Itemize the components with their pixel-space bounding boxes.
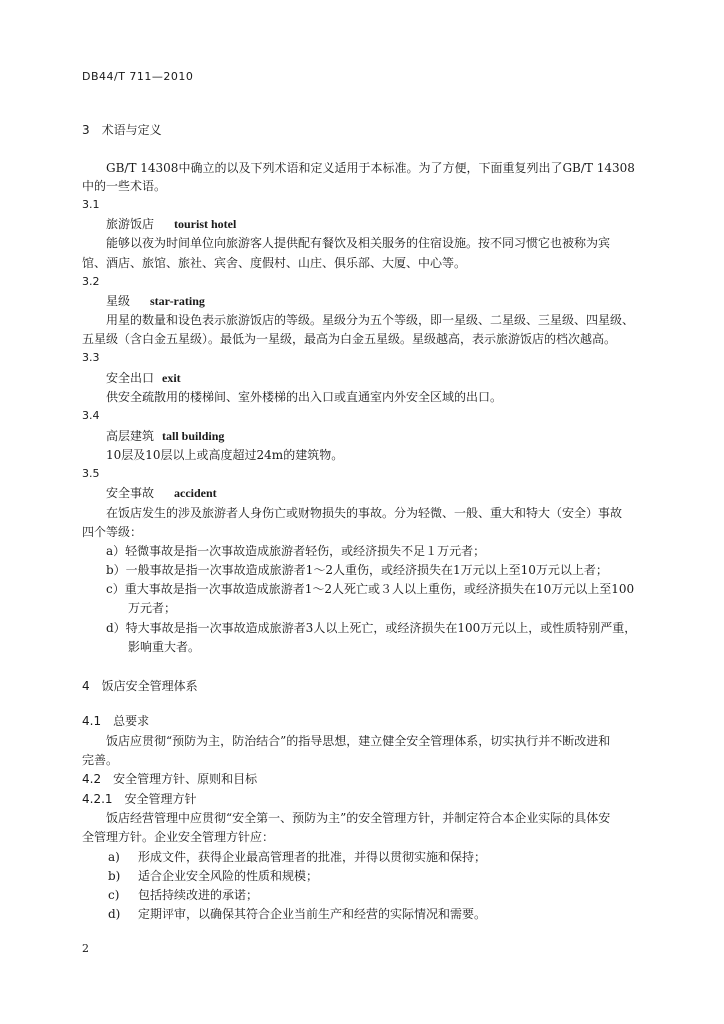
term-3-5-title [106,485,217,501]
section-4-heading: 4 饭店安全管理体系 [82,679,198,693]
policy-item-d-marker: d) [108,907,121,921]
accident-level-item-a: a）轻微事故是指一次事故造成旅游者轻伤，或经济损失不足１万元者； [106,544,486,558]
term-3-3-title [106,370,181,386]
term-3-3-english: exit [162,371,181,385]
page-number: 2 [82,942,89,955]
term-3-2-title [106,293,205,309]
policy-item-b-marker: b) [108,869,121,883]
policy-item-a-marker: a) [108,850,120,864]
term-3-1-english: tourist hotel [174,217,237,231]
section-4-1-heading: 4.1 总要求 [82,714,150,728]
term-3-3-chinese: 安全出口 [106,371,155,385]
accident-level-item-c-line-1: c）重大事故是指一次事故造成旅游者1～2人死亡或３人以上重伤，或经济损失在10万元以上至100 [106,582,635,596]
section-4-1-text-line-2: 完善。 [82,753,119,767]
policy-item-c-text: 包括持续改进的承诺； [138,888,259,902]
accident-level-item-b: b）一般事故是指一次事故造成旅游者1～2人重伤，或经济损失在1万元以上至10万元以上者； [106,563,608,577]
policy-item-a-text: 形成文件，获得企业最高管理者的批准，并得以贯彻实施和保持； [138,850,487,864]
term-3-4-title [106,428,224,444]
term-3-4-english: tall building [162,429,225,443]
term-3-1-definition-line-1: 能够以夜为时间单位向旅游客人提供配有餐饮及相关服务的住宿设施。按不同习惯它也被称为宾 [106,236,611,250]
term-3-4-number: 3.4 [82,409,100,422]
term-3-1-definition-line-2: 馆、酒店、旅馆、旅社、宾舍、度假村、山庄、俱乐部、大厦、中心等。 [82,256,467,270]
section-3-intro-line-2: 中的一些术语。 [82,179,167,193]
term-3-1-title [106,216,236,232]
term-3-5-definition-line-2: 四个等级： [82,525,143,539]
policy-item-b-text: 适合企业安全风险的性质和规模； [138,869,319,883]
accident-level-item-d-line-1: d）特大事故是指一次事故造成旅游者3人以上死亡，或经济损失在100万元以上，或性质特别严重， [106,621,637,635]
section-4-1-text-line-1: 饭店应贯彻“预防为主，防治结合”的指导思想，建立健全安全管理体系，切实执行并不断改进和 [106,734,611,748]
policy-item-c-marker: c) [108,888,120,902]
term-3-5-number: 3.5 [82,467,100,480]
term-3-2-definition-line-1: 用星的数量和设色表示旅游饭店的等级。星级分为五个等级，即一星级、二星级、三星级、四星级、 [106,313,635,327]
term-3-5-chinese: 安全事故 [106,486,155,500]
term-3-1-number: 3.1 [82,198,100,211]
term-3-2-english: star-rating [150,294,205,308]
section-3-intro-line-1: GB/T 14308中确立的以及下列术语和定义适用于本标准。为了方便，下面重复列出了GB/T 14308 [106,161,635,175]
document-header-code: DB44/T 711—2010 [82,70,194,83]
term-3-1-chinese: 旅游饭店 [106,217,155,231]
term-3-3-number: 3.3 [82,351,100,364]
term-3-5-english: accident [174,486,217,500]
section-3-heading: 3 术语与定义 [82,123,162,137]
term-3-4-definition: 10层及10层以上或高度超过24m的建筑物。 [106,448,344,462]
accident-level-item-c-line-2: 万元者； [128,601,177,615]
term-3-5-definition-line-1: 在饭店发生的涉及旅游者人身伤亡或财物损失的事故。分为轻微、一般、重大和特大（安全）事故 [106,506,623,520]
term-3-2-chinese: 星级 [106,294,131,308]
accident-level-item-d-line-2: 影响重大者。 [128,640,201,654]
policy-item-d-text: 定期评审，以确保其符合企业当前生产和经营的实际情况和需要。 [138,907,487,921]
section-4-2-1-text-line-1: 饭店经营管理中应贯彻“安全第一、预防为主”的安全管理方针，并制定符合本企业实际的具体安 [106,811,611,825]
term-3-4-chinese: 高层建筑 [106,429,155,443]
section-4-2-1-heading: 4.2.1 安全管理方针 [82,792,197,806]
term-3-2-definition-line-2: 五星级（含白金五星级）。最低为一星级，最高为白金五星级。星级越高，表示旅游饭店的档次越高。 [82,332,617,346]
section-4-2-heading: 4.2 安全管理方针、原则和目标 [82,772,258,786]
term-3-3-definition: 供安全疏散用的楼梯间、室外楼梯的出入口或直通室内外安全区域的出口。 [106,390,503,404]
term-3-2-number: 3.2 [82,275,100,288]
section-4-2-1-text-line-2: 全管理方针。企业安全管理方针应： [82,830,275,844]
